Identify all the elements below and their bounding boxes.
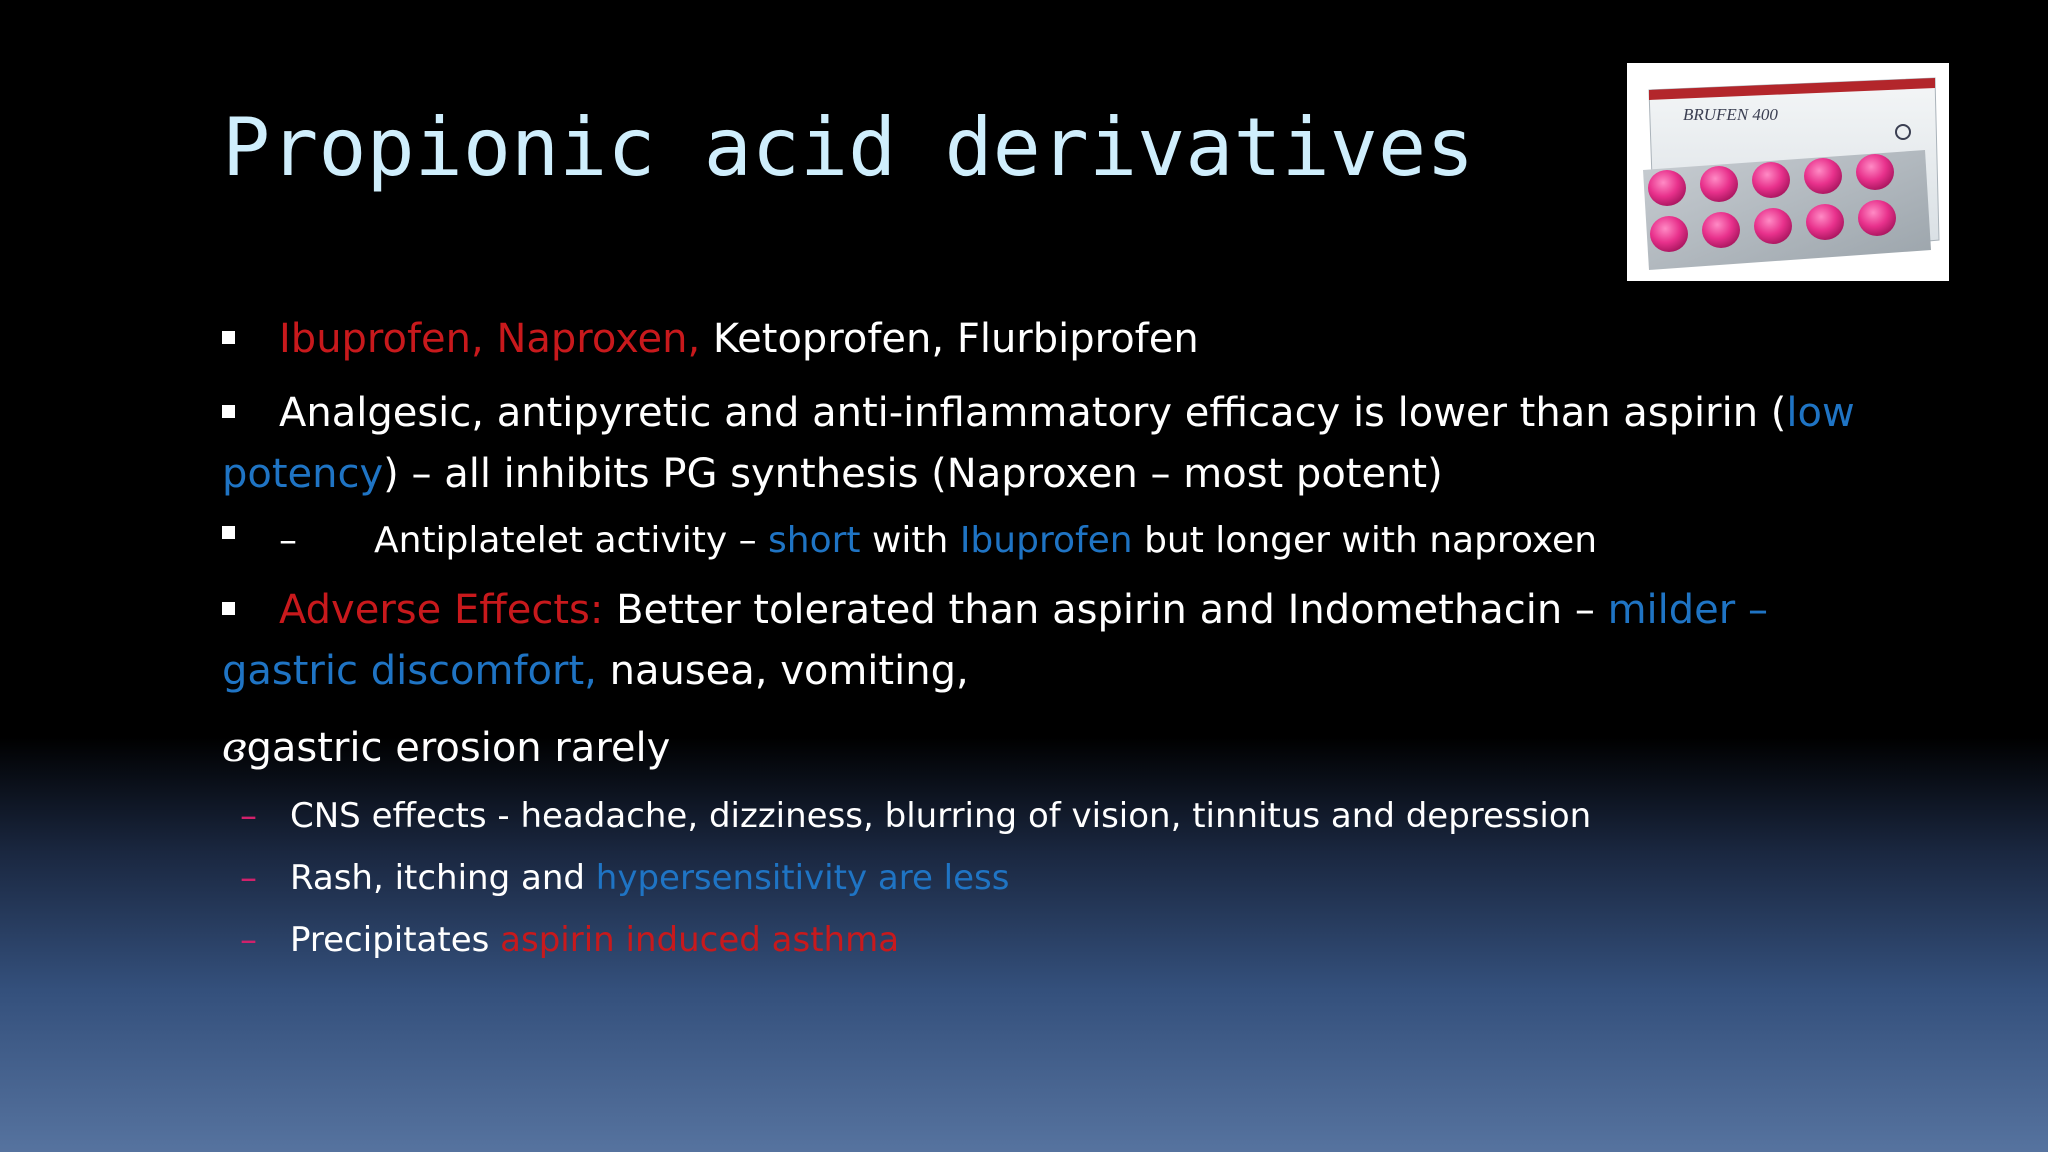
sub-item-asthma xyxy=(222,909,1922,971)
sub-asthma-text: Precipitates xyxy=(290,920,501,960)
sub-cns-text: CNS effects - headache, dizziness, blurring of vision, tinnitus and depression xyxy=(290,796,1592,836)
bullet-efficacy-line2 xyxy=(222,444,1922,505)
gastric-erosion-line xyxy=(222,718,1922,779)
antiplatelet-text3: but longer with naproxen xyxy=(1132,520,1598,561)
bullet-square-icon xyxy=(222,405,235,418)
dash-icon: – xyxy=(240,796,257,836)
efficacy-text: Analgesic, antipyretic and anti-inflammatory efficacy is lower than aspirin ( xyxy=(279,390,1787,436)
sub-item-rash xyxy=(222,847,1922,909)
efficacy-rest-text: ) – all inhibits PG synthesis (Naproxen – most potent) xyxy=(383,451,1443,497)
pack-label: BRUFEN 400 xyxy=(1683,105,1778,124)
bullet-efficacy-line1 xyxy=(222,383,1922,444)
sub-item-cns xyxy=(222,785,1922,847)
bullet-square-icon xyxy=(222,331,235,344)
sub-rash-text: Rash, itching and xyxy=(290,858,596,898)
efficacy-low-text: low xyxy=(1786,390,1855,436)
adverse-text: Better tolerated than aspirin and Indomethacin – xyxy=(603,587,1608,633)
antiplatelet-ibuprofen: Ibuprofen xyxy=(959,520,1133,561)
drugs-white-text: Ketoprofen, Flurbiprofen xyxy=(700,316,1199,362)
adverse-nausea: nausea, vomiting, xyxy=(596,648,969,694)
efficacy-potency-text: potency xyxy=(222,451,384,497)
adverse-gastric: gastric discomfort, xyxy=(222,648,597,694)
bullet-adverse-line1 xyxy=(222,580,1922,641)
antiplatelet-text2: with xyxy=(860,520,960,561)
curl-bullet-icon: ɞ xyxy=(222,725,247,771)
slide-title: Propionic acid derivatives xyxy=(222,101,1475,194)
gastric-erosion-text: gastric erosion rarely xyxy=(246,725,671,771)
dash-icon: – xyxy=(240,858,257,898)
dash-icon: – xyxy=(240,920,257,960)
adverse-label: Adverse Effects: xyxy=(279,587,604,633)
brufen-pack-image xyxy=(1627,63,1949,281)
bullet-adverse-line2 xyxy=(222,641,1922,702)
antiplatelet-short: short xyxy=(768,520,861,561)
drugs-red-text: Ibuprofen, Naproxen, xyxy=(279,316,701,362)
bullet-square-icon xyxy=(222,602,235,615)
antiplatelet-dash: – xyxy=(279,520,297,561)
antiplatelet-text1: Antiplatelet activity – xyxy=(374,520,769,561)
sub-asthma-red: aspirin induced asthma xyxy=(500,920,900,960)
bullet-square-icon xyxy=(222,526,235,539)
sub-rash-blue: hypersensitivity are less xyxy=(595,858,1010,898)
bullet-drugs xyxy=(222,309,1922,370)
adverse-milder: milder – xyxy=(1607,587,1768,633)
